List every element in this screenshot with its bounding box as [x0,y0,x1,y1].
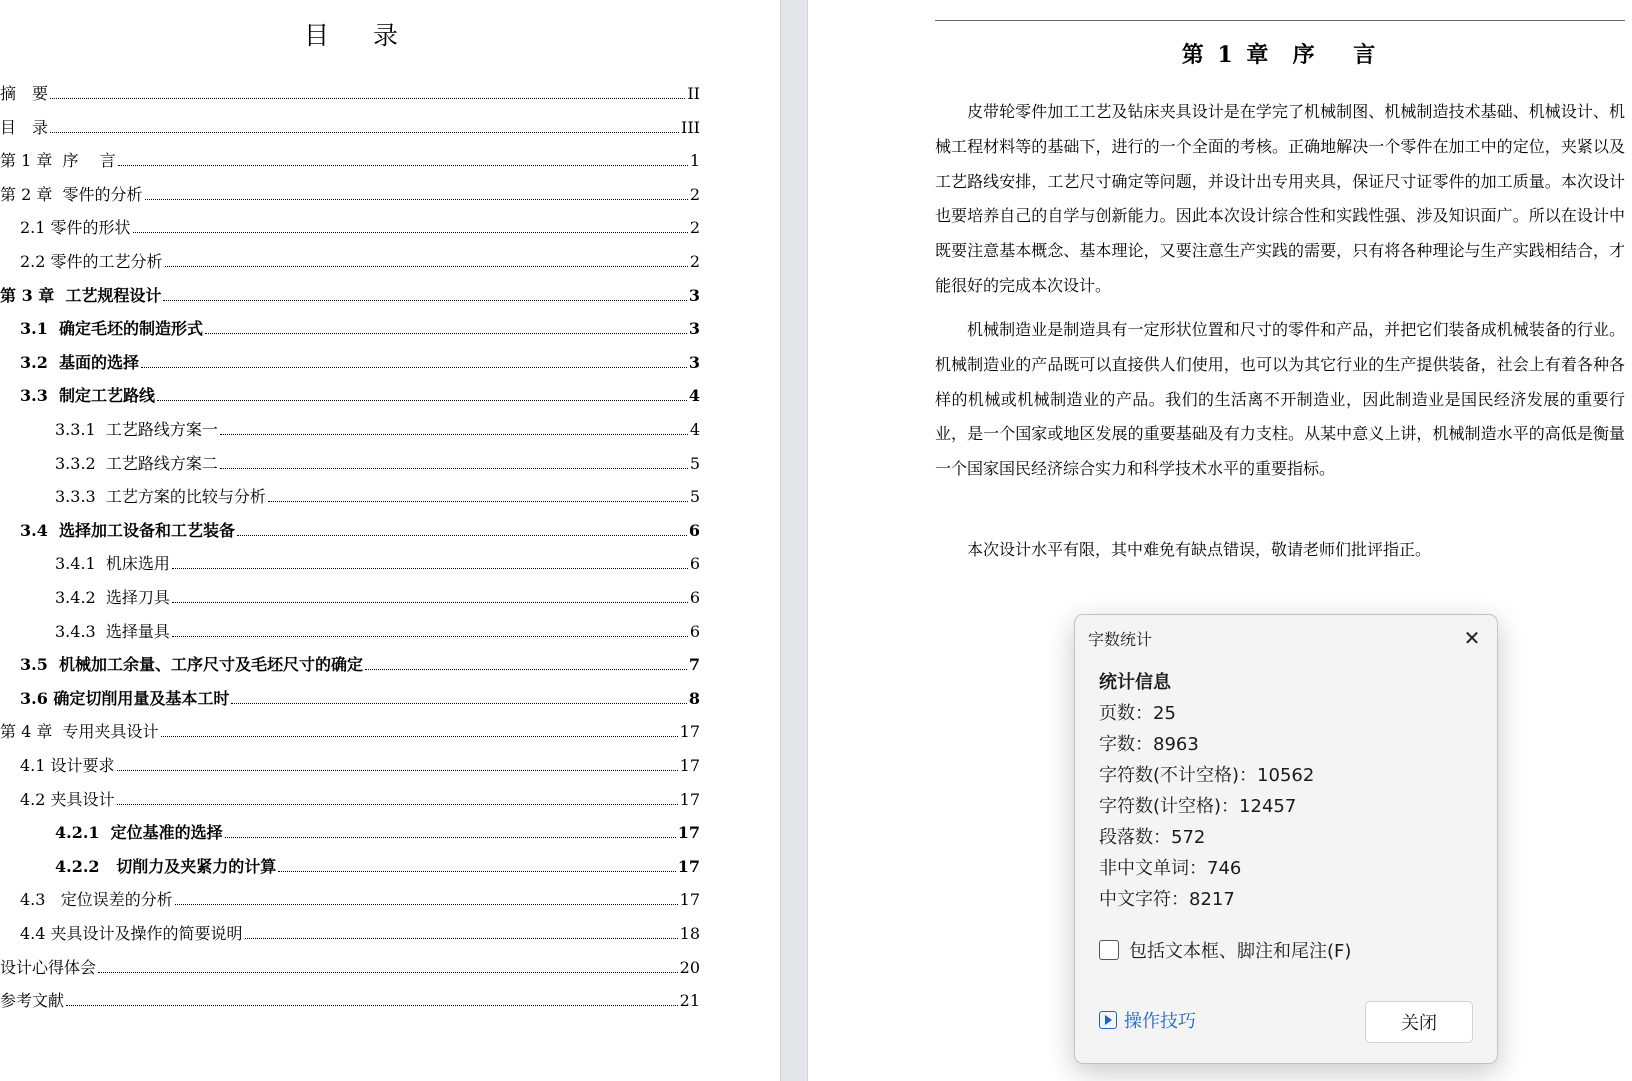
toc-leader-dots [205,333,687,334]
toc-leader-dots [268,501,688,502]
toc-entry-label: 4.4 夹具设计及操作的简要说明 [20,924,243,943]
toc-entry-page: 17 [677,823,700,843]
toc-entry[interactable] [0,448,700,474]
toc-entry-page: 4 [688,386,700,406]
toc-entry-label: 第 4 章 专用夹具设计 [0,722,159,742]
body-paragraph: 机械制造业是制造具有一定形状位置和尺寸的零件和产品，并把它们装备成机械装备的行业。机械制造业的产品既可以直接供人们使用，也可以为其它行业的生产提供装备，社会上有着各种各样的机械或机械制造业的产品。我们的生活离不开制造业，因此制造业是国民经济发展的重要行业，是一个国家或地区发展的重要基础及有力支柱。从某中意义上讲，机械制造水平的高低是衡量一个国家国民经济综合实力和科学技术水平的重要指标。 [935,320,1625,479]
toc-entry-page: 17 [679,789,700,809]
toc-entry-page: 1 [689,151,700,171]
toc-entry-label: 3.5 机械加工余量、工序尺寸及毛坯尺寸的确定 [20,655,363,675]
toc-leader-dots [133,232,688,233]
stat-non-chinese-words: 非中文单词：746 [1099,858,1242,879]
toc-leader-dots [245,938,678,939]
toc-entry[interactable] [0,582,700,608]
toc-leader-dots [220,434,688,435]
toc-entry-page: 21 [679,991,700,1011]
toc-entry[interactable] [0,414,700,440]
toc-entry-label: 4.1 设计要求 [20,756,115,775]
toc-entry-page: 6 [689,588,700,607]
toc-entry-page: III [681,117,700,137]
toc-entry-label: 摘 要 [0,84,49,103]
toc-entry-label: 3.3.3 工艺方案的比较与分析 [55,487,266,507]
toc-entry[interactable] [0,851,700,877]
toc-leader-dots [98,972,678,973]
stats-panel [1099,667,1477,915]
toc-entry-page: 17 [679,756,700,775]
toc-entry-label: 3.4.1 机床选用 [55,554,170,574]
toc-entry-page: 2 [689,252,700,271]
toc-entry[interactable] [0,985,700,1011]
toc-leader-dots [172,602,688,603]
toc-entry[interactable] [0,683,700,709]
toc-leader-dots [220,468,688,469]
toc-entry[interactable] [0,548,700,574]
toc-entry[interactable] [0,515,700,541]
toc-leader-dots [172,568,688,569]
toc-entry-label: 第 2 章 零件的分析 [0,184,143,204]
toc-entry[interactable] [0,78,700,104]
toc-leader-dots [237,535,687,536]
toc-entry-label: 3.6 确定切削用量及基本工时 [20,688,230,708]
toc-leader-dots [163,300,686,301]
toc-entry-label: 3.4.3 选择量具 [55,621,170,641]
toc-entry[interactable] [0,347,700,373]
close-icon[interactable]: ✕ [1463,626,1481,650]
toc-entry-label: 第 1 章 序 言 [0,151,116,171]
toc-entry[interactable] [0,884,700,910]
toc-entry-page: 3 [688,319,700,339]
word-count-dialog [1074,614,1498,1064]
checkbox-icon[interactable] [1099,940,1119,960]
toc-entry[interactable] [0,616,700,642]
toc-leader-dots [172,636,688,637]
toc-leader-dots [145,199,688,200]
toc-entry-label: 4.2 夹具设计 [20,789,115,809]
toc-entry-page: 17 [679,890,700,910]
stat-paragraphs: 段落数：572 [1099,827,1206,848]
toc-leader-dots [118,165,688,166]
toc-entry[interactable] [0,112,700,138]
toc-entry[interactable] [0,145,700,171]
toc-entry-label: 目 录 [0,117,49,137]
toc-entry-page: 5 [689,487,700,507]
stat-pages: 页数：25 [1099,703,1176,724]
toc-entry-label: 3.4 选择加工设备和工艺装备 [20,520,235,540]
toc-entry-page: 7 [688,655,700,675]
toc-entry-page: 17 [677,856,700,876]
toc-entry-page: 2 [689,218,700,238]
toc-entry-page: 6 [689,554,700,574]
toc-entry[interactable] [0,212,700,238]
chapter-title: 第 1 章 序 言 [1181,42,1379,68]
toc-entry-page: 6 [689,621,700,641]
toc-leader-dots [141,367,687,368]
toc-entry-page: 8 [688,688,700,708]
toc-entry[interactable] [0,280,700,306]
tips-link[interactable] [1099,1007,1196,1033]
toc-leader-dots [231,703,686,704]
toc-entry[interactable] [0,784,700,810]
toc-entry-label: 4.2.2 切削力及夹紧力的计算 [55,856,277,876]
toc-entry-page: 3 [688,285,700,305]
toc-entry-label: 2.2 零件的工艺分析 [20,252,163,271]
toc-title: 目 录 [304,21,416,50]
toc-entry[interactable] [0,716,700,742]
toc-entry[interactable] [0,952,700,978]
toc-entry[interactable] [0,918,700,944]
checkbox-label: 包括文本框、脚注和尾注(F) [1129,941,1352,962]
toc-entry[interactable] [0,179,700,205]
toc-entry[interactable] [0,246,700,272]
toc-entry-label: 2.1 零件的形状 [20,218,131,238]
toc-leader-dots [117,804,678,805]
stat-chars-no-spaces: 字符数(不计空格)：10562 [1099,765,1315,786]
toc-leader-dots [117,770,678,771]
document-page-left [0,0,780,1081]
toc-leader-dots [66,1005,678,1006]
toc-entry-label: 3.3 制定工艺路线 [20,386,155,406]
close-button[interactable]: 关闭 [1365,1001,1473,1043]
toc-entry[interactable] [0,649,700,675]
toc-leader-dots [365,669,687,670]
toc-entry-label: 3.1 确定毛坯的制造形式 [20,319,203,339]
toc-entry-label: 3.3.2 工艺路线方案二 [55,453,218,473]
toc-entry-label: 第 3 章 工艺规程设计 [0,285,162,305]
toc-entry-page: 6 [688,520,700,540]
stat-chars-with-spaces: 字符数(计空格)：12457 [1099,796,1297,817]
body-paragraph: 皮带轮零件加工工艺及钻床夹具设计是在学完了机械制图、机械制造技术基础、机械设计、机械工程材料等的基础下，进行的一个全面的考核。正确地解决一个零件在加工中的定位，夹紧以及工艺路线安排，工艺尺寸确定等问题，并设计出专用夹具，保证尺寸证零件的加工质量。本次设计也要培养自己的自学与创新能力。因此本次设计综合性和实践性强、涉及知识面广。所以在设计中既要注意基本概念、基本理论，又要注意生产实践的需要，只有将各种理论与生产实践相结合，才能很好的完成本次设计。 [935,102,1625,295]
toc-entry-label: 设计心得体会 [0,957,97,977]
tips-link-label: 操作技巧 [1124,1011,1196,1032]
toc-entry-page: 5 [689,453,700,473]
toc-entry-page: 18 [679,924,700,943]
toc-entry-label: 4.2.1 定位基准的选择 [55,823,223,843]
toc-leader-dots [50,98,685,99]
toc-leader-dots [50,132,679,133]
header-rule [935,20,1625,21]
body-paragraph: 本次设计水平有限，其中难免有缺点错误，敬请老师们批评指正。 [967,540,1432,559]
toc-entry-page: 17 [679,722,700,742]
play-icon [1099,1011,1117,1029]
include-textbox-checkbox[interactable] [1099,937,1351,963]
toc-entry-label: 3.4.2 选择刀具 [55,588,170,607]
toc-entry[interactable] [0,817,700,843]
toc-leader-dots [175,904,678,905]
toc-entry[interactable] [0,313,700,339]
toc-entry[interactable] [0,380,700,406]
page-gutter [780,0,808,1081]
stats-heading: 统计信息 [1099,672,1171,693]
toc-entry-page: 3 [688,352,700,372]
toc-entry[interactable] [0,750,700,776]
toc-entry-label: 3.2 基面的选择 [20,352,139,372]
toc-leader-dots [225,837,676,838]
dialog-title: 字数统计 [1088,630,1153,649]
stat-chinese-chars: 中文字符：8217 [1099,889,1235,910]
stat-words: 字数：8963 [1099,734,1199,755]
toc-leader-dots [165,266,688,267]
toc-entry-page: II [687,84,700,103]
toc-entry[interactable] [0,481,700,507]
toc-entry-page: 20 [679,957,700,977]
toc-leader-dots [278,871,675,872]
toc-leader-dots [161,736,678,737]
toc-entry-label: 参考文献 [0,991,65,1011]
toc-entry-page: 2 [689,184,700,204]
toc-entry-label: 3.3.1 工艺路线方案一 [55,420,218,439]
toc-entry-page: 4 [689,420,700,439]
toc-leader-dots [157,400,687,401]
toc-entry-label: 4.3 定位误差的分析 [20,890,173,910]
